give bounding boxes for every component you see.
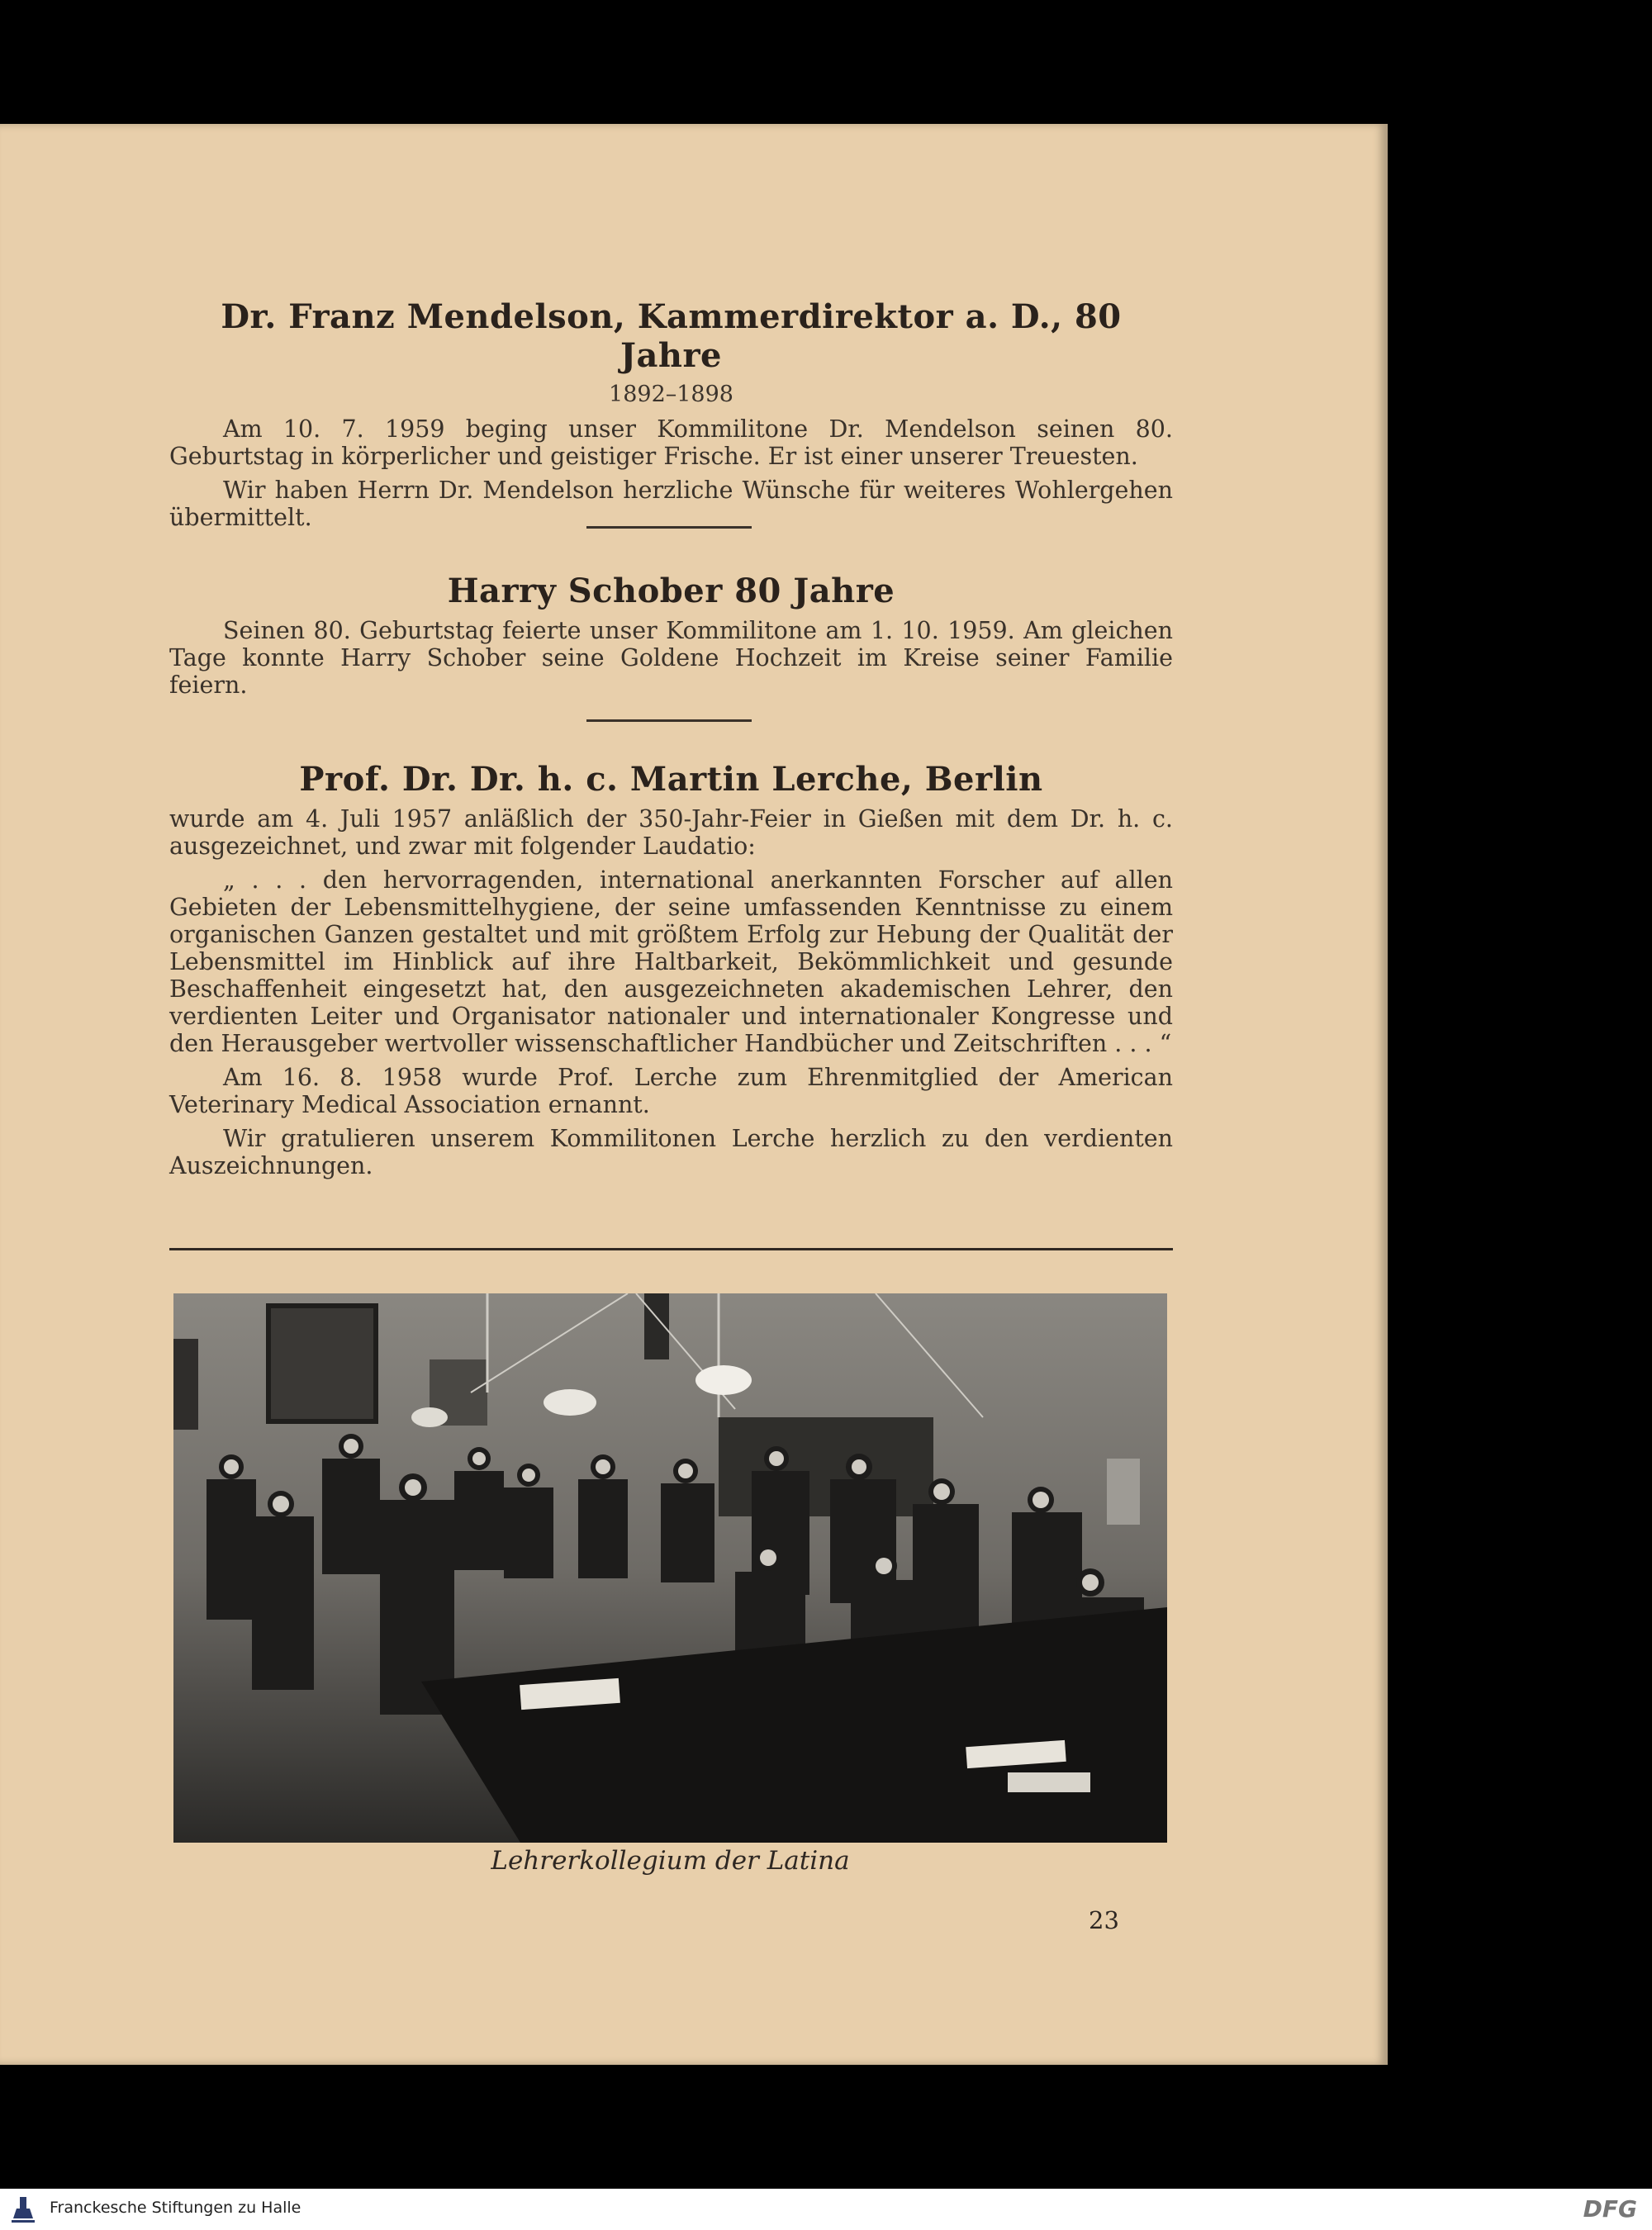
institution-logo-icon [8, 2194, 38, 2225]
laudatio-quote: „ . . . den hervorragenden, international anerkannten Forscher auf allen Gebieten der Lebensmittelhygiene, der seine umfassenden Kenntnisse zu einem organischen Ganzen gestaltet und mit größtem Erfolg zur Hebung der Qualität der Lebensmittel im Hinblick auf ihre Haltbarkeit, Bekömmlichkeit und gesunde Beschaffenheit eingesetzt hat, den ausgezeichneten akademischen Lehrer, den verdienten Leiter und Organisator nationaler und internationaler Kongresse und den Herausgeber wertvoller wissenschaftlicher Handbücher und Zeitschriften . . . “ [169, 866, 1173, 1057]
article-mendelson [169, 297, 1173, 531]
section-divider [586, 719, 752, 722]
photo-caption: Lehrerkollegium der Latina [491, 1846, 850, 1876]
institution-name: Franckesche Stiftungen zu Halle [50, 2199, 301, 2217]
dfg-logo: DFG [1583, 2195, 1637, 2223]
section-divider [586, 526, 752, 529]
article-paragraph: Seinen 80. Geburtstag feierte unser Kommilitone am 1. 10. 1959. Am gleichen Tage konnte Harry Schober seine Goldene Hochzeit im Kreise seiner Familie feiern. [169, 617, 1173, 699]
article-paragraph: Wir haben Herrn Dr. Mendelson herzliche Wünsche für weiteres Wohlergehen übermittelt. [169, 477, 1173, 531]
viewer-footer [0, 2189, 1652, 2230]
article-schober [169, 572, 1173, 699]
article-title: Dr. Franz Mendelson, Kammerdirektor a. D., 80 Jahre [221, 297, 1122, 375]
article-paragraph: Am 10. 7. 1959 beging unser Kommilitone Dr. Mendelson seinen 80. Geburtstag in körperlicher und geistiger Frische. Er ist einer unserer Treuesten. [169, 415, 1173, 470]
article-lerche [169, 760, 1173, 1179]
photo-illustration [173, 1293, 1167, 1843]
group-photo [173, 1293, 1167, 1843]
article-title: Harry Schober 80 Jahre [447, 572, 895, 610]
article-title: Prof. Dr. Dr. h. c. Martin Lerche, Berlin [299, 760, 1043, 799]
article-years: 1892–1898 [609, 382, 733, 407]
section-rule [169, 1248, 1173, 1250]
article-paragraph: Am 16. 8. 1958 wurde Prof. Lerche zum Ehrenmitglied der American Veterinary Medical Association ernannt. [169, 1064, 1173, 1118]
article-paragraph: Wir gratulieren unserem Kommilitonen Lerche herzlich zu den verdienten Auszeichnungen. [169, 1125, 1173, 1179]
article-paragraph: wurde am 4. Juli 1957 anläßlich der 350-Jahr-Feier in Gießen mit dem Dr. h. c. ausgezeichnet, und zwar mit folgender Laudatio: [169, 805, 1173, 860]
page-number: 23 [1089, 1906, 1119, 1934]
